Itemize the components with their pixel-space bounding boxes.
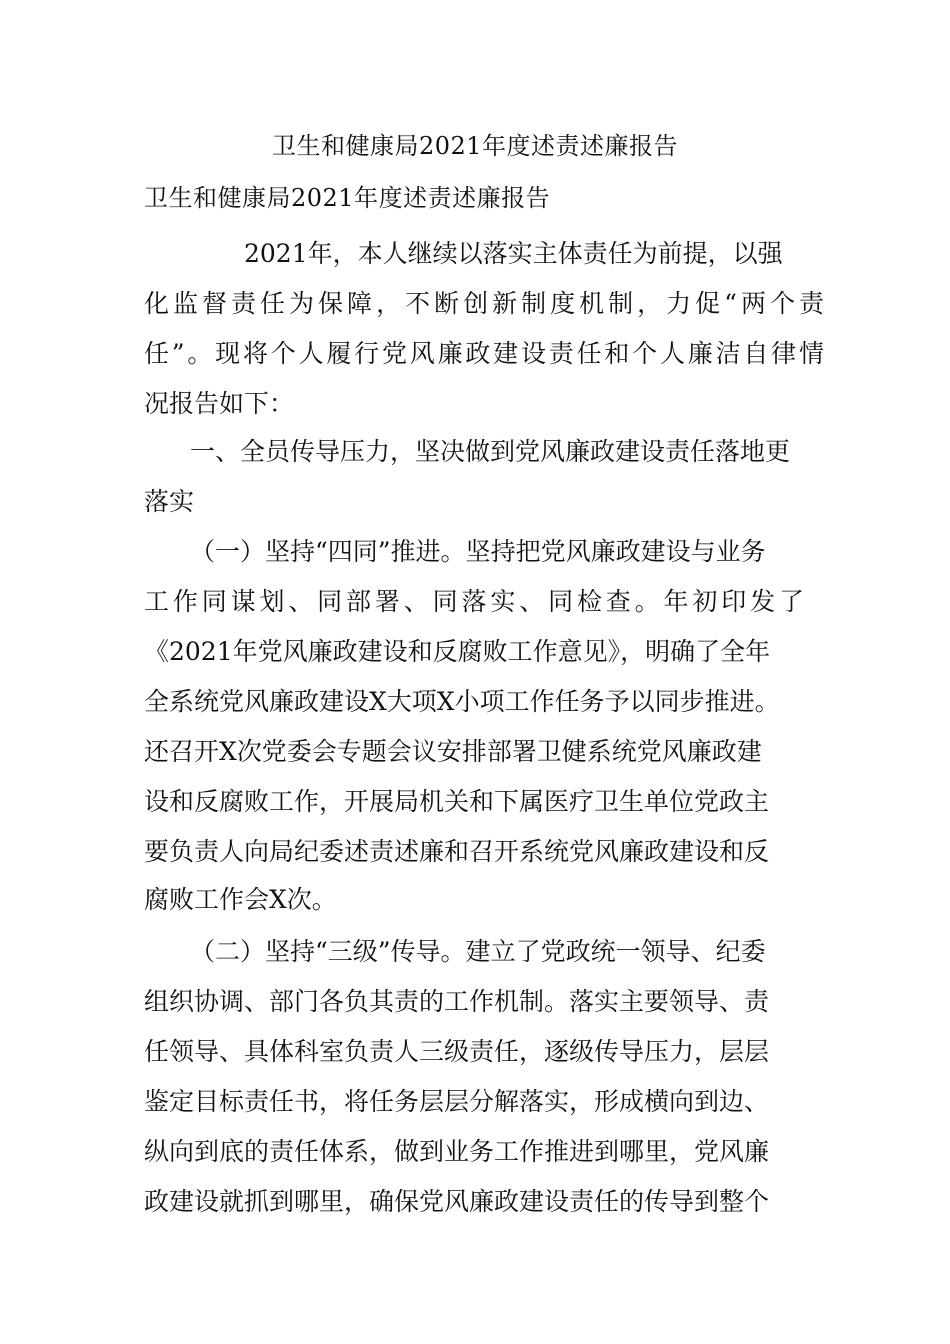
body-line: 况报告如下： — [144, 389, 295, 418]
document-title: 卫生和健康局2021年度述责述廉报告 — [271, 132, 679, 160]
body-line: 设和反腐败工作，开展局机关和下属医疗卫生单位党政主 — [144, 787, 770, 816]
body-line: 2021年，本人继续以落实主体责任为前提，以强 — [244, 239, 783, 268]
body-line: 全系统党风廉政建设X大项X小项工作任务予以同步推进。 — [144, 687, 780, 716]
body-line: 要负责人向局纪委述责述廉和召开系统党风廉政建设和反 — [144, 837, 770, 866]
body-line: 腐败工作会X次。 — [144, 885, 337, 914]
body-line: 化监督责任为保障，不断创新制度机制，力促“两个责 — [144, 289, 824, 318]
subsection-heading: （二）坚持“三级”传导。建立了党政统一领导、纪委 — [190, 937, 766, 966]
body-line: 工作同谋划、同部署、同落实、同检查。年初印发了 — [144, 587, 804, 616]
body-line: 政建设就抓到哪里，确保党风廉政建设责任的传导到整个 — [144, 1187, 770, 1216]
body-line: 任”。现将个人履行党风廉政建设责任和个人廉洁自律情 — [144, 339, 824, 368]
body-line: 组织协调、部门各负其责的工作机制。落实主要领导、责 — [144, 987, 770, 1016]
section-heading-continued: 落实 — [144, 487, 195, 516]
body-line: 《2021年党风廉政建设和反腐败工作意见》，明确了全年 — [144, 637, 771, 666]
body-line: 鉴定目标责任书，将任务层层分解落实，形成横向到边、 — [144, 1087, 770, 1116]
body-line: 任领导、具体科室负责人三级责任，逐级传导压力，层层 — [144, 1037, 770, 1066]
section-heading: 一、全员传导压力，坚决做到党风廉政建设责任落地更 — [190, 437, 791, 466]
document-subtitle: 卫生和健康局2021年度述责述廉报告 — [144, 184, 551, 212]
subsection-heading: （一）坚持“四同”推进。坚持把党风廉政建设与业务 — [190, 537, 766, 566]
body-line: 还召开X次党委会专题会议安排部署卫健系统党风廉政建 — [144, 737, 762, 766]
body-line: 纵向到底的责任体系，做到业务工作推进到哪里，党风廉 — [144, 1137, 770, 1166]
